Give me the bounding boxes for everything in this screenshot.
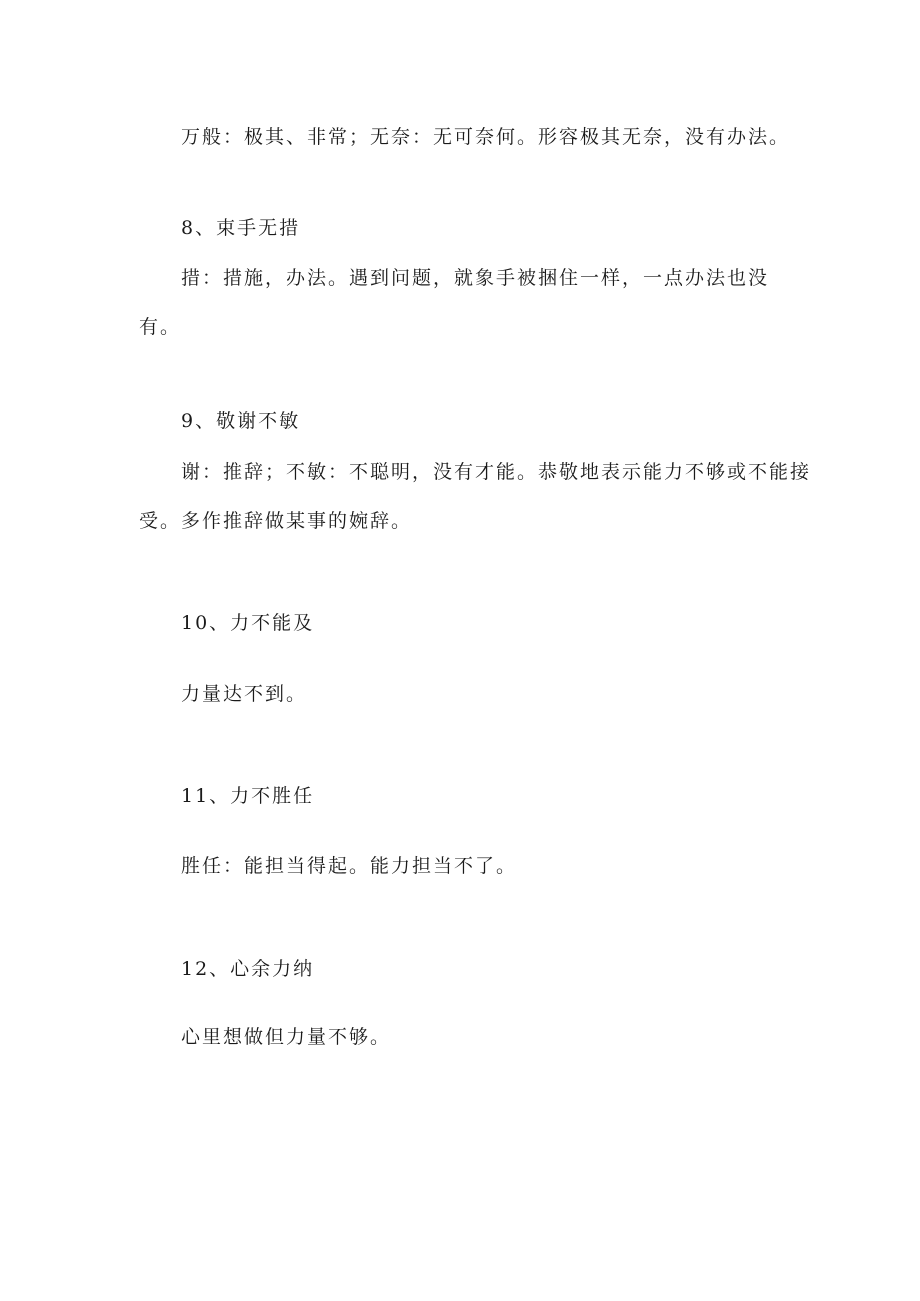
entry-9-definition-line2: 受。多作推辞做某事的婉辞。 [139, 510, 413, 532]
entry-10-heading: 10、力不能及 [181, 612, 315, 634]
entry-9-definition-line1: 谢：推辞；不敏：不聪明，没有才能。恭敬地表示能力不够或不能接 [181, 461, 812, 483]
entry-8-definition-line2: 有。 [139, 316, 182, 338]
entry-12-definition: 心里想做但力量不够。 [181, 1026, 392, 1048]
entry-12-heading: 12、心余力纳 [181, 958, 315, 980]
entry-10-definition: 力量达不到。 [181, 683, 308, 705]
entry-11-heading: 11、力不胜任 [181, 785, 315, 807]
entry-11-definition: 胜任：能担当得起。能力担当不了。 [181, 855, 518, 877]
entry-7-definition: 万般：极其、非常；无奈：无可奈何。形容极其无奈，没有办法。 [181, 126, 791, 148]
entry-8-heading: 8、束手无措 [181, 217, 301, 239]
entry-9-heading: 9、敬谢不敏 [181, 410, 301, 432]
entry-8-definition-line1: 措：措施，办法。遇到问题，就象手被捆住一样，一点办法也没 [181, 267, 770, 289]
